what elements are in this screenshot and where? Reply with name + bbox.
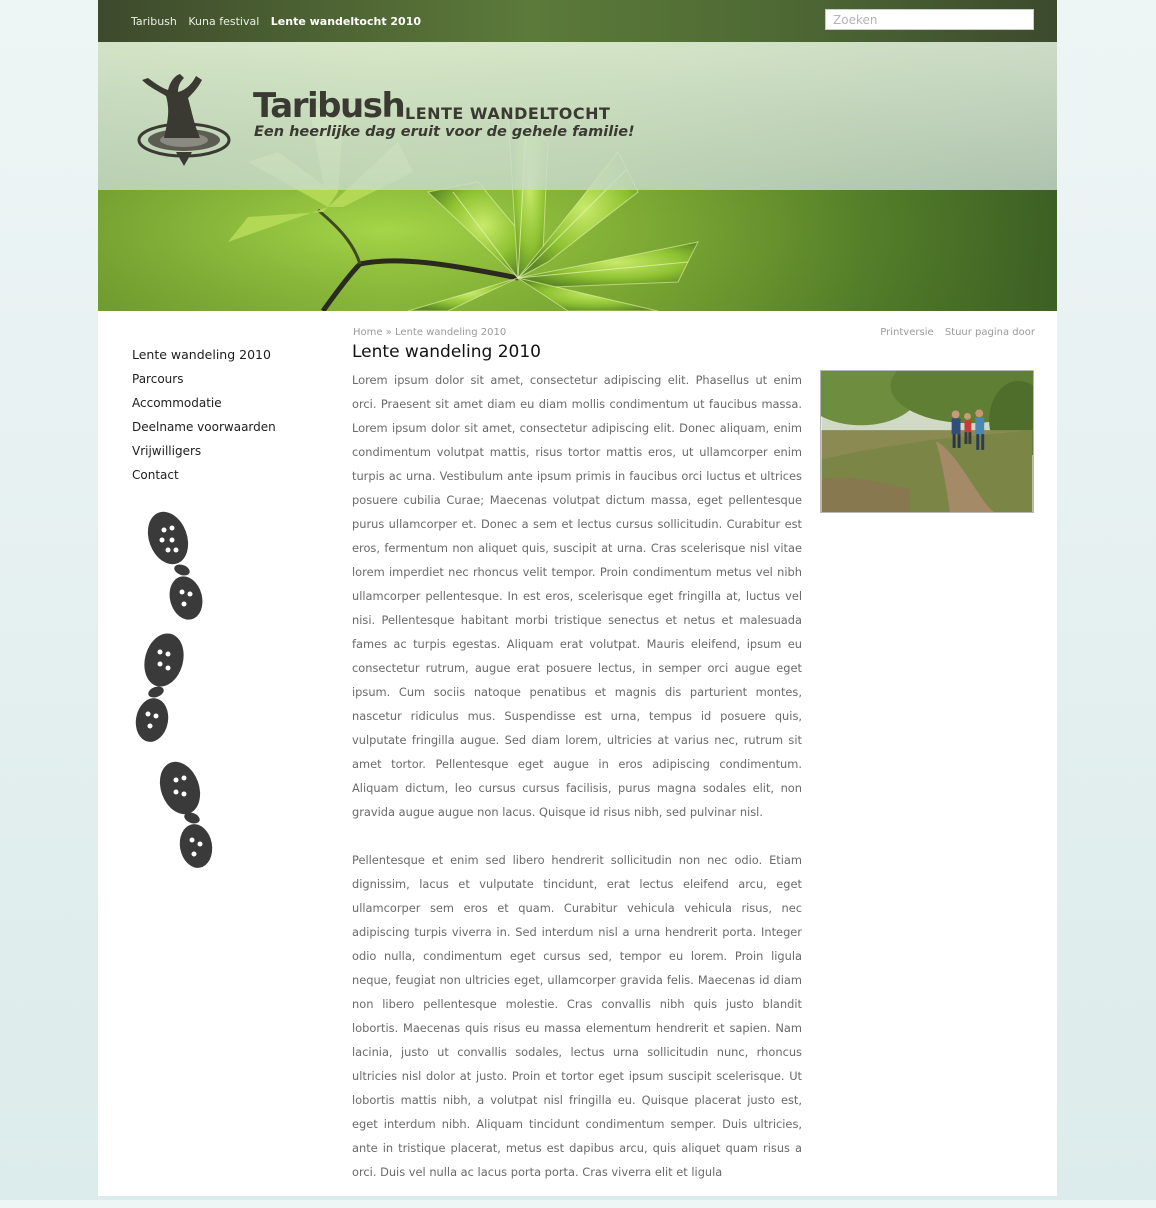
page: [98, 0, 1057, 1196]
sidebar-item-deelname-voorwaarden[interactable]: Deelname voorwaarden: [132, 420, 276, 434]
tree-compass-icon[interactable]: [136, 70, 240, 168]
header-banner: [98, 42, 1057, 311]
brand-tagline: Een heerlijke dag eruit voor de gehele familie!: [254, 124, 635, 140]
sidebar-item-contact[interactable]: Contact: [132, 468, 179, 482]
breadcrumb-home[interactable]: Home: [353, 327, 383, 338]
article-body: [352, 368, 802, 1208]
sidebar-item-lente-wandeling[interactable]: Lente wandeling 2010: [132, 347, 271, 362]
sidebar-item-parcours[interactable]: Parcours: [132, 372, 184, 386]
breadcrumb: [353, 327, 506, 338]
top-bar: [98, 0, 1057, 42]
boot-prints-icon: [134, 510, 224, 872]
article-paragraph: Pellentesque et enim sed libero hendrerit sollicitudin non nec odio. Etiam dignissim, lacus et vulputate tincidunt, erat lectus eleifend arcu, eget ullamcorper sem eros et quam. Curabitur vehicula vehicula risus, nec adipiscing turpis viverra in. Sed interdum nisl a urna hendrerit porta. Integer odio nulla, condimentum eget cursus sed, tempor eu lorem. Proin ligula neque, feugiat non ultricies eget, ullamcorper gravida felis. Maecenas id diam non libero pellentesque molestie. Cras convallis nibh quis justo blandit lobortis. Maecenas quis risus eu massa elementum hendrerit et sapien. Nam lacinia, justo ut convallis sodales, lectus urna sollicitudin nunc, rhoncus ultricies nisl dolor at justo. Proin et tortor eget ipsum suscipit scelerisque. Ut lobortis mattis nibh, a volutpat nisl fringilla eu. Quisque placerat justo est, eget interdum nibh. Aliquam tincidunt condimentum semper. Duis ultricies, ante in tristique placerat, metus est dapibus arcu, quis aliquet quam risus a orci. Duis vel nulla ac lacus porta porta. Cras viverra elit et ligula: [352, 853, 802, 1179]
top-nav-item-taribush[interactable]: Taribush: [131, 15, 177, 28]
breadcrumb-separator: »: [385, 327, 392, 338]
article-paragraph: Lorem ipsum dolor sit amet, consectetur adipiscing elit. Phasellus ut enim orci. Praesent sit amet diam eu diam mollis condimentum ut faucibus massa. Lorem ipsum dolor sit amet, consectetur adipiscing elit. Donec aliquam, enim condimentum volutpat mattis, risus tortor mattis eros, ut ullamcorper enim turpis ac urna. Vestibulum ante ipsum primis in faucibus orci luctus et ultrices posuere cubilia Curae; Maecenas volutpat dictum massa, eget pellentesque purus ullamcorper et. Donec a sem et lectus cursus sollicitudin. Curabitur est eros, fermentum non aliquet quis, suscipit at urna. Cras scelerisque nisl vitae lorem imperdiet nec rhoncus velit tempor. Proin condimentum metus vel nibh ullamcorper pellentesque. In est eros, scelerisque eget fringilla at, luctus vel nisi. Pellentesque habitant morbi tristique senectus et netus et malesuada fames ac turpis egestas. Aliquam erat volutpat. Mauris eleifend, ipsum eu consectetur rutrum, augue erat posuere lectus, in semper orci augue eget ipsum. Cum sociis natoque penatibus et magnis dis parturient montes, nascetur ridiculus mus. Suspendisse est urna, tempus id posuere quis, vulputate fringilla augue. Sed diam lorem, ultricies at varius nec, rutrum sit amet tortor. Pellentesque eget augue in eros adipiscing condimentum. Aliquam dictum, leo cursus cursus facilisis, purus magna sodales elit, non gravida augue augue non lacus. Quisque id risus nibh, sed pulvinar nisl.: [352, 373, 802, 819]
sidebar-item-vrijwilligers[interactable]: Vrijwilligers: [132, 444, 202, 458]
top-nav: [131, 15, 429, 28]
sidebar-nav: [132, 346, 276, 490]
top-nav-item-lente-wandeltocht[interactable]: Lente wandeltocht 2010: [270, 15, 422, 28]
top-nav-item-kuna-festival[interactable]: Kuna festival: [188, 15, 260, 28]
breadcrumb-current: Lente wandeling 2010: [395, 327, 507, 338]
search-input[interactable]: [825, 9, 1034, 30]
brand-subtitle: LENTE WANDELTOCHT: [405, 104, 611, 123]
send-page-link[interactable]: Stuur pagina door: [944, 327, 1035, 338]
brand-name: Taribush: [253, 86, 405, 126]
page-title: Lente wandeling 2010: [352, 342, 541, 362]
utility-links: [872, 327, 1035, 338]
print-link[interactable]: Printversie: [880, 327, 934, 338]
walkers-photo: [820, 370, 1034, 513]
sidebar-item-accommodatie[interactable]: Accommodatie: [132, 396, 222, 410]
